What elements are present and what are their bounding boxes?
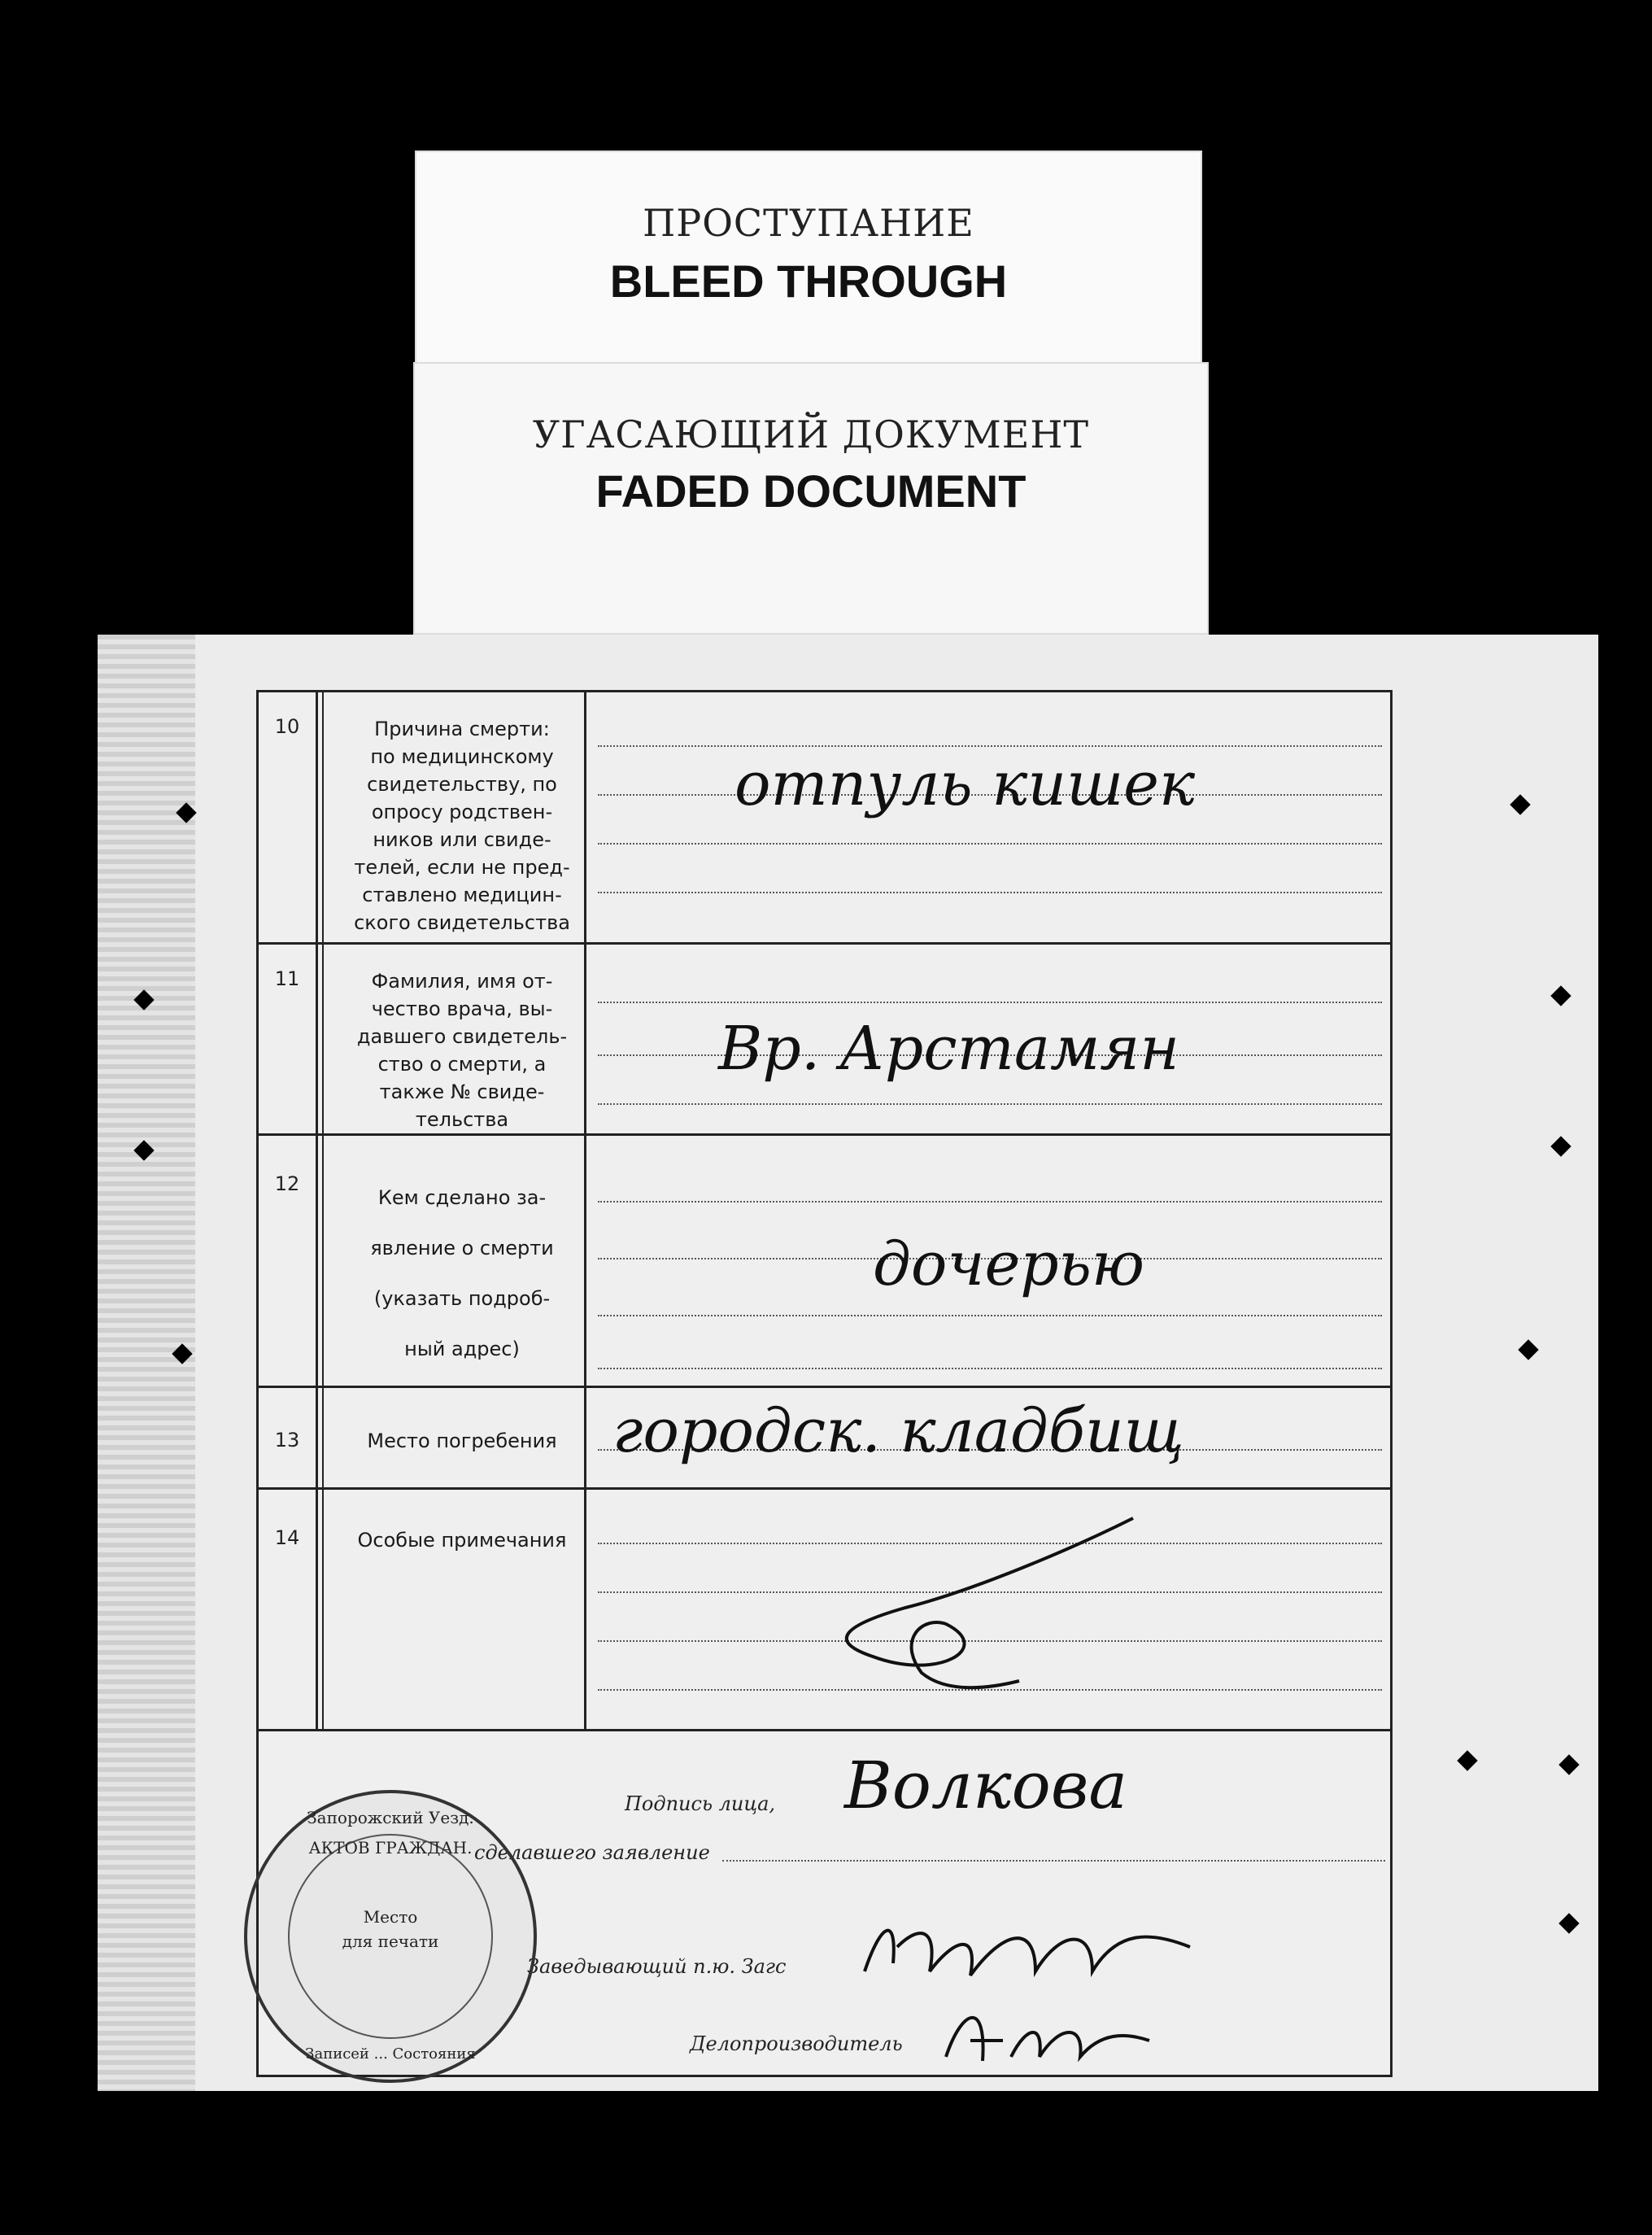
clerk-label: Делопроизводитель	[690, 2032, 903, 2055]
row-label: Место погребения	[367, 1430, 557, 1452]
handwritten-declarant: дочерью	[873, 1229, 1145, 1299]
row-number: 11	[274, 967, 300, 990]
row-notes	[259, 1490, 1390, 1731]
row-label: Кем сделано за- явление о смерти (указать подроб- ный адрес)	[370, 1186, 554, 1360]
handwritten-burial-place: городск. кладбищ	[612, 1396, 1184, 1466]
row-cause-of-death	[259, 692, 1390, 945]
row-label: Фамилия, имя от- чество врача, вы- давшего свидетель- ство о смерти, а также № свиде- тельства	[356, 970, 568, 1131]
official-stamp: Запорожский Уезд. АКТОВ ГРАЖДАН. Место для печати Записей ... Состояния	[244, 1790, 537, 2083]
row-value	[588, 1388, 1390, 1487]
row-number: 12	[274, 1172, 300, 1195]
row-value	[588, 945, 1390, 1133]
handwritten-doctor: Вр. Арстамян	[718, 1014, 1180, 1084]
strike-mark	[726, 1502, 1149, 1697]
handwritten-cause: отпуль кишек	[734, 749, 1196, 819]
row-burial-place	[259, 1388, 1390, 1490]
stamp-place-label: Место	[363, 1907, 418, 1927]
row-value	[588, 1136, 1390, 1386]
row-label: Причина смерти: по медицинскому свидетельству, по опросу родствен- ников или свиде- телей, если не пред- ставлено медицин- ского свидетельства	[354, 718, 570, 934]
row-doctor	[259, 945, 1390, 1136]
bleed-through-en: BLEED THROUGH	[609, 255, 1008, 307]
faded-document-card	[413, 362, 1209, 635]
declarant-label-2: сделавшего заявление	[474, 1841, 710, 1864]
row-number: 14	[274, 1526, 300, 1549]
row-label: Особые примечания	[357, 1529, 567, 1552]
clerk-signature	[938, 1992, 1166, 2081]
row-declarant	[259, 1136, 1390, 1388]
bleed-through-ru: ПРОСТУПАНИЕ	[643, 201, 974, 245]
signature-line	[722, 1860, 1385, 1862]
row-number: 13	[274, 1429, 300, 1451]
declarant-signature: Волкова	[844, 1748, 1128, 1823]
row-value	[588, 1490, 1390, 1729]
stamp-place-label-2: для печати	[342, 1932, 439, 1951]
head-label: Заведывающий п.ю. Загс	[527, 1955, 787, 1978]
declarant-label-1: Подпись лица,	[625, 1792, 776, 1815]
faded-document-en: FADED DOCUMENT	[595, 465, 1027, 517]
bleed-through-card	[415, 151, 1202, 378]
faded-document-ru: УГАСАЮЩИЙ ДОКУМЕНТ	[532, 413, 1090, 456]
row-value	[588, 692, 1390, 942]
row-number: 10	[274, 715, 300, 738]
